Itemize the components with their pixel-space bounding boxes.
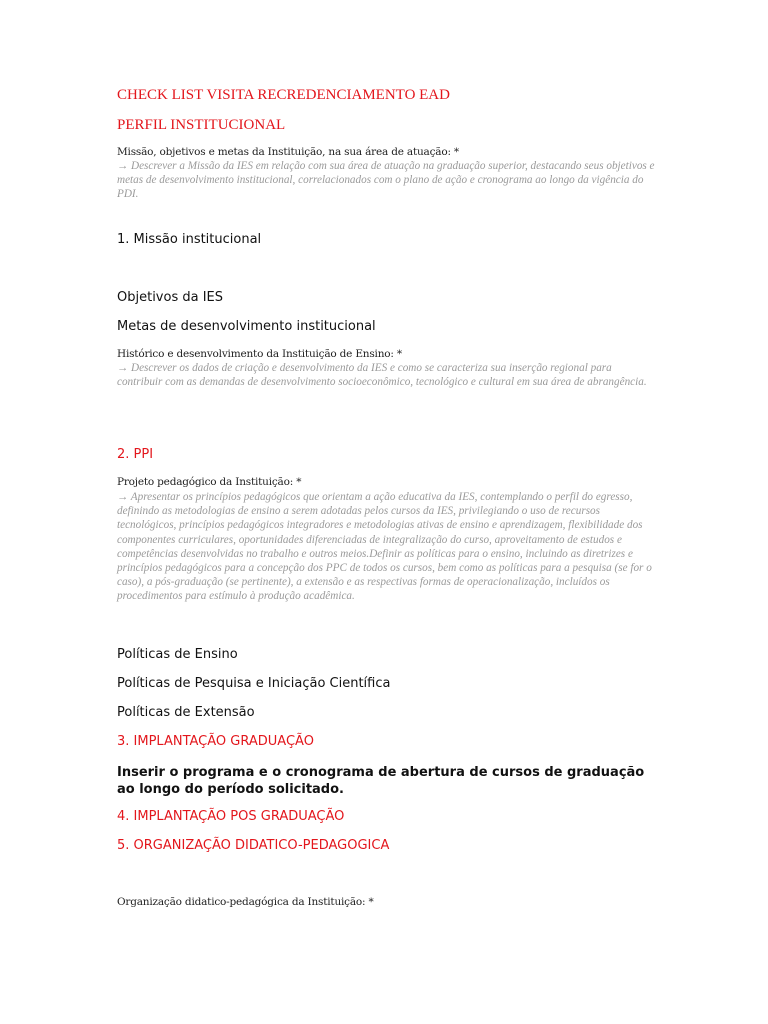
heading-politicas-extensao: Políticas de Extensão	[117, 705, 255, 720]
hint-missao: → Descrever a Missão da IES em relação com sua área de atuação na graduação superior, destacando seus objetivos e metas de desenvolvimento institucional, correlacionados com o plano de ação e cronograma ao longo da vigência do PDI.	[117, 160, 655, 201]
question-organizacao: Organização didatico-pedagógica da Instituição: *	[117, 896, 374, 908]
heading-implantacao-graduacao: 3. IMPLANTAÇÃO GRADUAÇÃO	[117, 734, 314, 749]
section-perfil-institucional: PERFIL INSTITUCIONAL	[117, 117, 286, 133]
heading-metas: Metas de desenvolvimento institucional	[117, 319, 376, 334]
heading-missao-institucional: 1. Missão institucional	[117, 232, 262, 247]
paragraph-inserir-programa: Inserir o programa e o cronograma de abertura de cursos de graduação ao longo do período solicitado.	[117, 765, 645, 797]
heading-organizacao-didatico: 5. ORGANIZAÇÃO DIDATICO-PEDAGOGICA	[117, 838, 390, 853]
heading-objetivos: Objetivos da IES	[117, 290, 224, 305]
heading-implantacao-pos-graduacao: 4. IMPLANTAÇÃO POS GRADUAÇÃO	[117, 809, 345, 824]
hint-projeto-pedagogico: → Apresentar os princípios pedagógicos que orientam a ação educativa da IES, contemplando o perfil do egresso, definindo as metodologias de ensino a serem adotadas pelos cursos da IES, privilegiando o uso de recursos tecnológicos, princípios pedagógicos integradores e metodologias ativas de ensino e aprendizagem, flexibilidade dos componentes curriculares, oportunidades diferenciadas de integralização do curso, aproveitamento de estudos e competências desenvolvidas no trabalho e outros meios.Definir as políticas para o ensino, incluindo as diretrizes e princípios pedagógicos para a concepção dos PPC de todos os cursos, bem como as políticas para a pesquisa (se for o caso), a pós-graduação (se pertinente), a extensão e as respectivas formas de operacionalização, incluídos os procedimentos para estímulo à produção acadêmica.	[117, 491, 652, 603]
question-projeto-pedagogico: Projeto pedagógico da Instituição: *	[117, 476, 302, 488]
question-missao: Missão, objetivos e metas da Instituição, na sua área de atuação: *	[117, 146, 459, 158]
heading-politicas-ensino: Políticas de Ensino	[117, 647, 238, 662]
heading-politicas-pesquisa: Políticas de Pesquisa e Iniciação Científica	[117, 676, 391, 691]
heading-ppi: 2. PPI	[117, 447, 154, 462]
question-historico: Histórico e desenvolvimento da Instituição de Ensino: *	[117, 348, 402, 360]
hint-historico: → Descrever os dados de criação e desenvolvimento da IES e como se caracteriza sua inserção regional para contribuir com as demandas de desenvolvimento socioeconômico, tecnológico e cultural em sua área de abrangência.	[117, 362, 647, 389]
document-title: CHECK LIST VISITA RECREDENCIAMENTO EAD	[117, 87, 450, 103]
